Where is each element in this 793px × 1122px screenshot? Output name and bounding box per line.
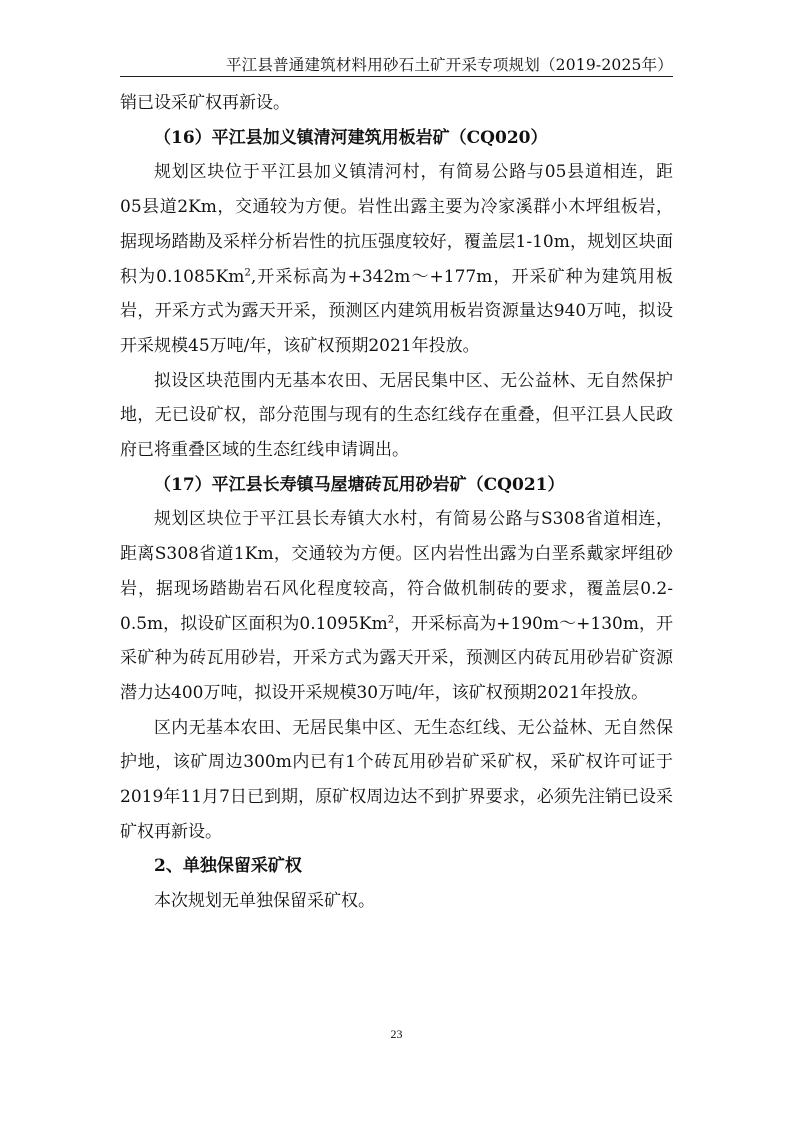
paragraph-17-text-b: ，开采标高为+190m～+130m，开采矿种为砖瓦用砂岩，开采方式为露天开采，预测区内砖瓦用砂岩矿资源潜力达400万吨，拟设开采规模30万吨/年，该矿权预期2021年投放。 — [120, 613, 673, 703]
superscript-2: 2 — [244, 266, 251, 278]
section-heading-2: 2、单独保留采矿权 — [154, 856, 302, 877]
section-heading-17: （17）平江县长寿镇马屋塘砖瓦用砂岩矿（CQ021） — [154, 474, 565, 495]
paragraph-2: 本次规划无单独保留采矿权。 — [154, 891, 375, 912]
section-heading-16: （16）平江县加义镇清河建筑用板岩矿（CQ020） — [154, 127, 548, 148]
paragraph-continuation: 销已设采矿权再新设。 — [120, 93, 290, 113]
paragraph-16-constraints: 拟设区块范围内无基本农田、无居民集中区、无公益林、无自然保护地，无已设矿权，部分范围与现有的生态红线存在重叠，但平江县人民政府已将重叠区域的生态红线申请调出。 — [120, 370, 673, 461]
paragraph-16-description — [120, 155, 673, 363]
document-body — [120, 86, 673, 919]
superscript-2: 2 — [387, 613, 395, 625]
paragraph-17-constraints: 区内无基本农田、无居民集中区、无生态红线、无公益林、无自然保护地，该矿周边300m内已有1个砖瓦用砂岩矿采矿权，采矿权许可证于2019年11月7日已到期，原矿权周边达不到扩界要求，必须先注销已设采矿权再新设。 — [120, 717, 673, 842]
header-divider — [120, 76, 673, 77]
page-number: 23 — [390, 1027, 403, 1041]
paragraph-17-description — [120, 502, 673, 710]
running-header: 平江县普通建筑材料用砂石土矿开采专项规划（2019-2025年） — [225, 56, 673, 74]
paragraph-16-text-a: 规划区块位于平江县加义镇清河村，有简易公路与05县道相连，距05县道2Km，交通较为方便。岩性出露主要为冷家溪群小木坪组板岩，据现场踏勘及采样分析岩性的抗压强度较好，覆盖层1-10m，规划区块面积为0.1085Km — [120, 162, 673, 287]
paragraph-16-text-b: ,开采标高为+342m～+177m，开采矿种为建筑用板岩，开采方式为露天开采，预测区内建筑用板岩资源量达940万吨，拟设开采规模45万吨/年，该矿权预期2021年投放。 — [120, 266, 673, 356]
paragraph-17-text-a: 规划区块位于平江县长寿镇大水村，有简易公路与S308省道相连，距离S308省道1Km，交通较为方便。区内岩性出露为白垩系戴家坪组砂岩，据现场踏勘岩石风化程度较高，符合做机制砖的要求，覆盖层0.2-0.5m，拟设矿区面积为0.1095Km — [120, 509, 673, 634]
